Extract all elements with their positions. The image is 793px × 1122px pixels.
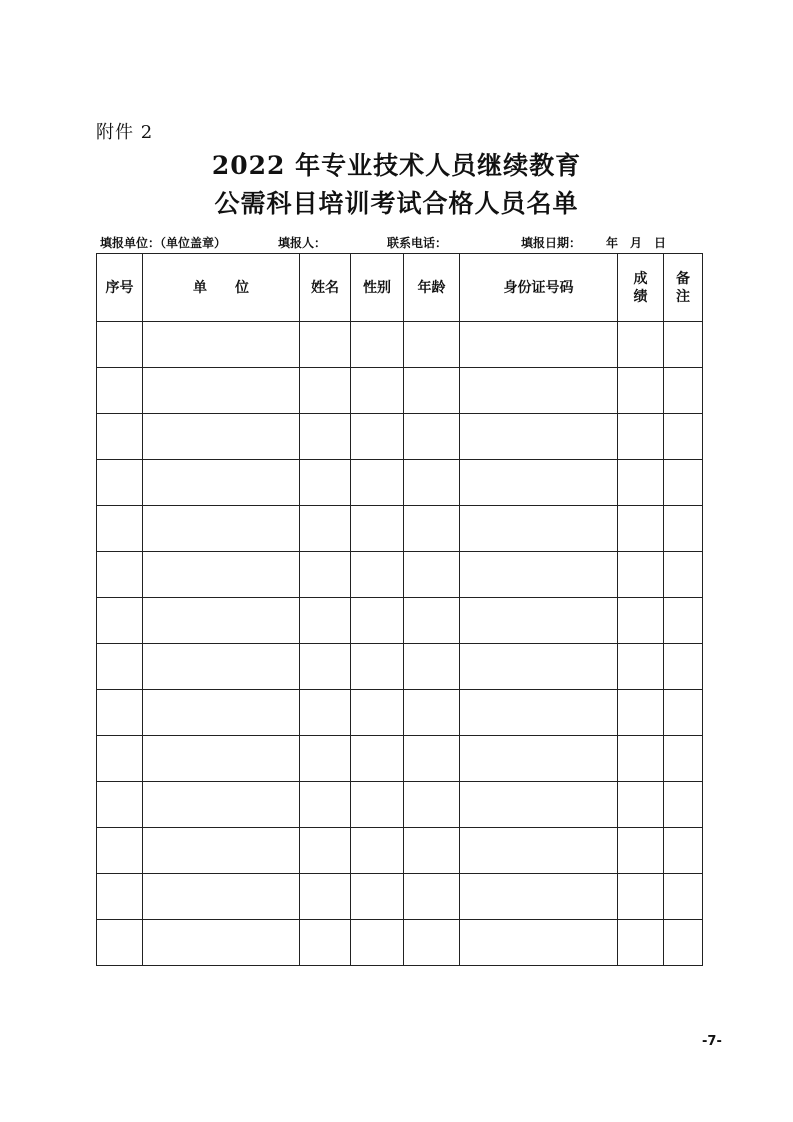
table-cell (97, 598, 143, 644)
table-cell (618, 414, 664, 460)
table-cell (618, 874, 664, 920)
col-header-remarks (664, 254, 703, 322)
table-cell (618, 736, 664, 782)
table-cell (404, 644, 460, 690)
table-row (97, 322, 703, 368)
meta-unit: 填报单位：（单位盖章） (100, 236, 227, 250)
meta-date-units: 年 月 日 (606, 236, 667, 250)
table-cell (460, 736, 618, 782)
table-cell (664, 874, 703, 920)
col-header-remarks-line1: 备 (676, 270, 690, 287)
table-cell (351, 874, 404, 920)
table-cell (618, 644, 664, 690)
table-cell (300, 828, 351, 874)
table-cell (664, 552, 703, 598)
table-cell (143, 690, 300, 736)
page-number: -7- (702, 1034, 722, 1049)
table-cell (300, 920, 351, 966)
col-header-gender: 性别 (351, 254, 404, 322)
table-cell (404, 460, 460, 506)
table-cell (404, 690, 460, 736)
roster-table-body (97, 322, 703, 966)
meta-phone: 联系电话： (387, 236, 448, 250)
table-cell (351, 828, 404, 874)
table-cell (460, 506, 618, 552)
table-cell (143, 414, 300, 460)
table-cell (664, 322, 703, 368)
col-header-id-number: 身份证号码 (460, 254, 618, 322)
roster-table (96, 253, 703, 966)
table-cell (300, 506, 351, 552)
table-cell (143, 368, 300, 414)
table-cell (300, 368, 351, 414)
table-cell (97, 414, 143, 460)
col-header-name: 姓名 (300, 254, 351, 322)
table-cell (664, 506, 703, 552)
table-cell (300, 598, 351, 644)
table-row (97, 690, 703, 736)
table-cell (143, 828, 300, 874)
col-header-age: 年龄 (404, 254, 460, 322)
table-header-row (97, 254, 703, 322)
table-row (97, 368, 703, 414)
table-cell (97, 460, 143, 506)
table-cell (664, 782, 703, 828)
table-cell (97, 920, 143, 966)
table-cell (460, 782, 618, 828)
table-cell (404, 552, 460, 598)
col-header-score (618, 254, 664, 322)
table-cell (351, 506, 404, 552)
table-cell (143, 322, 300, 368)
table-row (97, 920, 703, 966)
table-cell (618, 322, 664, 368)
table-row (97, 874, 703, 920)
table-cell (300, 414, 351, 460)
table-cell (664, 736, 703, 782)
table-cell (97, 690, 143, 736)
table-cell (460, 460, 618, 506)
table-cell (664, 828, 703, 874)
table-cell (351, 598, 404, 644)
table-cell (97, 506, 143, 552)
table-cell (460, 368, 618, 414)
table-cell (300, 552, 351, 598)
table-row (97, 644, 703, 690)
table-row (97, 782, 703, 828)
table-cell (618, 552, 664, 598)
col-header-score-line1: 成 (633, 270, 648, 287)
table-row (97, 414, 703, 460)
table-cell (143, 874, 300, 920)
table-cell (97, 782, 143, 828)
table-cell (351, 460, 404, 506)
table-cell (404, 598, 460, 644)
col-header-unit: 单 位 (143, 254, 300, 322)
table-cell (618, 506, 664, 552)
table-cell (460, 414, 618, 460)
meta-date-label: 填报日期： (521, 236, 582, 250)
table-cell (664, 598, 703, 644)
table-cell (351, 782, 404, 828)
table-cell (460, 874, 618, 920)
document-title-line-1: 2022 年专业技术人员继续教育 (211, 151, 582, 180)
table-cell (460, 690, 618, 736)
table-cell (351, 920, 404, 966)
table-cell (404, 828, 460, 874)
table-cell (143, 506, 300, 552)
table-cell (143, 736, 300, 782)
attachment-label: 附件 2 (96, 122, 154, 143)
table-cell (618, 460, 664, 506)
table-cell (97, 368, 143, 414)
table-row (97, 598, 703, 644)
table-row (97, 506, 703, 552)
table-cell (351, 414, 404, 460)
table-cell (460, 644, 618, 690)
table-cell (143, 598, 300, 644)
table-cell (404, 506, 460, 552)
table-cell (300, 460, 351, 506)
table-cell (404, 322, 460, 368)
table-cell (351, 368, 404, 414)
table-cell (664, 460, 703, 506)
col-header-score-line2: 绩 (633, 288, 648, 305)
table-cell (460, 598, 618, 644)
table-cell (97, 828, 143, 874)
col-header-remarks-line2: 注 (676, 288, 690, 305)
table-cell (664, 690, 703, 736)
table-cell (300, 644, 351, 690)
table-cell (97, 552, 143, 598)
table-cell (351, 690, 404, 736)
table-cell (300, 736, 351, 782)
table-cell (143, 460, 300, 506)
table-cell (300, 690, 351, 736)
table-cell (404, 782, 460, 828)
table-cell (664, 920, 703, 966)
table-row (97, 736, 703, 782)
table-cell (618, 920, 664, 966)
table-cell (404, 414, 460, 460)
table-cell (664, 644, 703, 690)
table-cell (404, 736, 460, 782)
table-cell (351, 644, 404, 690)
table-cell (618, 690, 664, 736)
table-cell (460, 920, 618, 966)
col-header-index: 序号 (97, 254, 143, 322)
table-cell (618, 598, 664, 644)
table-cell (300, 782, 351, 828)
table-row (97, 552, 703, 598)
table-cell (618, 368, 664, 414)
table-cell (143, 644, 300, 690)
table-cell (404, 920, 460, 966)
document-title-line-2: 公需科目培训考试合格人员名单 (214, 189, 579, 218)
table-cell (97, 736, 143, 782)
table-cell (143, 920, 300, 966)
table-cell (300, 322, 351, 368)
table-cell (460, 552, 618, 598)
table-cell (460, 322, 618, 368)
table-cell (404, 368, 460, 414)
table-row (97, 828, 703, 874)
table-cell (460, 828, 618, 874)
table-cell (97, 644, 143, 690)
table-cell (143, 552, 300, 598)
table-cell (351, 736, 404, 782)
table-cell (300, 874, 351, 920)
table-row (97, 460, 703, 506)
table-cell (351, 322, 404, 368)
table-cell (664, 414, 703, 460)
table-cell (404, 874, 460, 920)
table-cell (97, 874, 143, 920)
table-cell (664, 368, 703, 414)
table-cell (143, 782, 300, 828)
table-cell (351, 552, 404, 598)
table-cell (618, 782, 664, 828)
table-cell (97, 322, 143, 368)
meta-filler: 填报人： (278, 236, 327, 250)
table-cell (618, 828, 664, 874)
